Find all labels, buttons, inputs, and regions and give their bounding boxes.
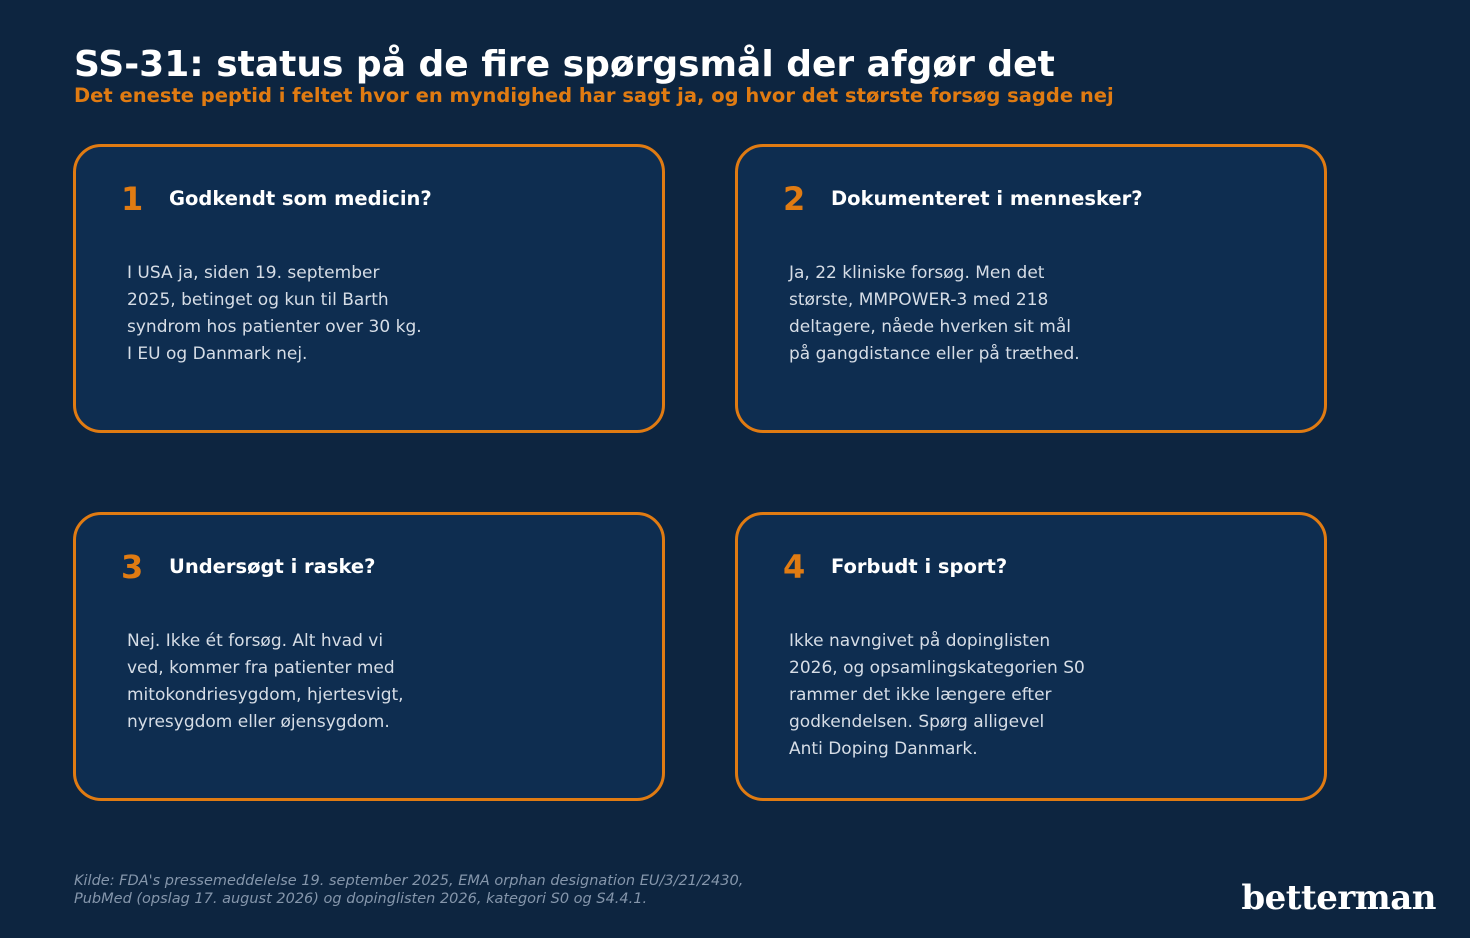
card-number: 2	[783, 180, 806, 218]
card-question: Dokumenteret i mennesker?	[831, 187, 1143, 210]
card-question: Forbudt i sport?	[831, 555, 1008, 578]
page-title: SS-31: status på de fire spørgsmål der afgør det	[74, 44, 1055, 85]
brand-logo: betterman	[1241, 878, 1436, 918]
card-question: Undersøgt i raske?	[169, 555, 376, 578]
card-answer: Ikke navngivet på dopinglisten 2026, og opsamlingskategorien S0 rammer det ikke længere efter godkendelsen. Spørg alligevel Anti Doping Danmark.	[789, 631, 1085, 759]
card-answer: Ja, 22 kliniske forsøg. Men det største, MMPOWER-3 med 218 deltagere, nåede hverken sit mål på gangdistance eller på træthed.	[789, 263, 1080, 364]
card-number: 3	[121, 548, 144, 586]
question-card-2	[735, 144, 1327, 433]
card-number: 4	[783, 548, 806, 586]
source-note: Kilde: FDA's pressemeddelelse 19. september 2025, EMA orphan designation EU/3/21/2430, PubMed (opslag 17. august 2026) og dopinglisten 2026, kategori S0 og S4.4.1.	[74, 873, 744, 907]
question-card-3	[73, 512, 665, 801]
question-card-1	[73, 144, 665, 433]
card-question: Godkendt som medicin?	[169, 187, 432, 210]
card-answer: I USA ja, siden 19. september 2025, betinget og kun til Barth syndrom hos patienter over 30 kg. I EU og Danmark nej.	[127, 263, 422, 364]
question-card-4	[735, 512, 1327, 801]
card-number: 1	[121, 180, 144, 218]
page-subtitle: Det eneste peptid i feltet hvor en myndighed har sagt ja, og hvor det største forsøg sagde nej	[74, 84, 1114, 107]
card-answer: Nej. Ikke ét forsøg. Alt hvad vi ved, kommer fra patienter med mitokondriesygdom, hjertesvigt, nyresygdom eller øjensygdom.	[127, 631, 404, 732]
